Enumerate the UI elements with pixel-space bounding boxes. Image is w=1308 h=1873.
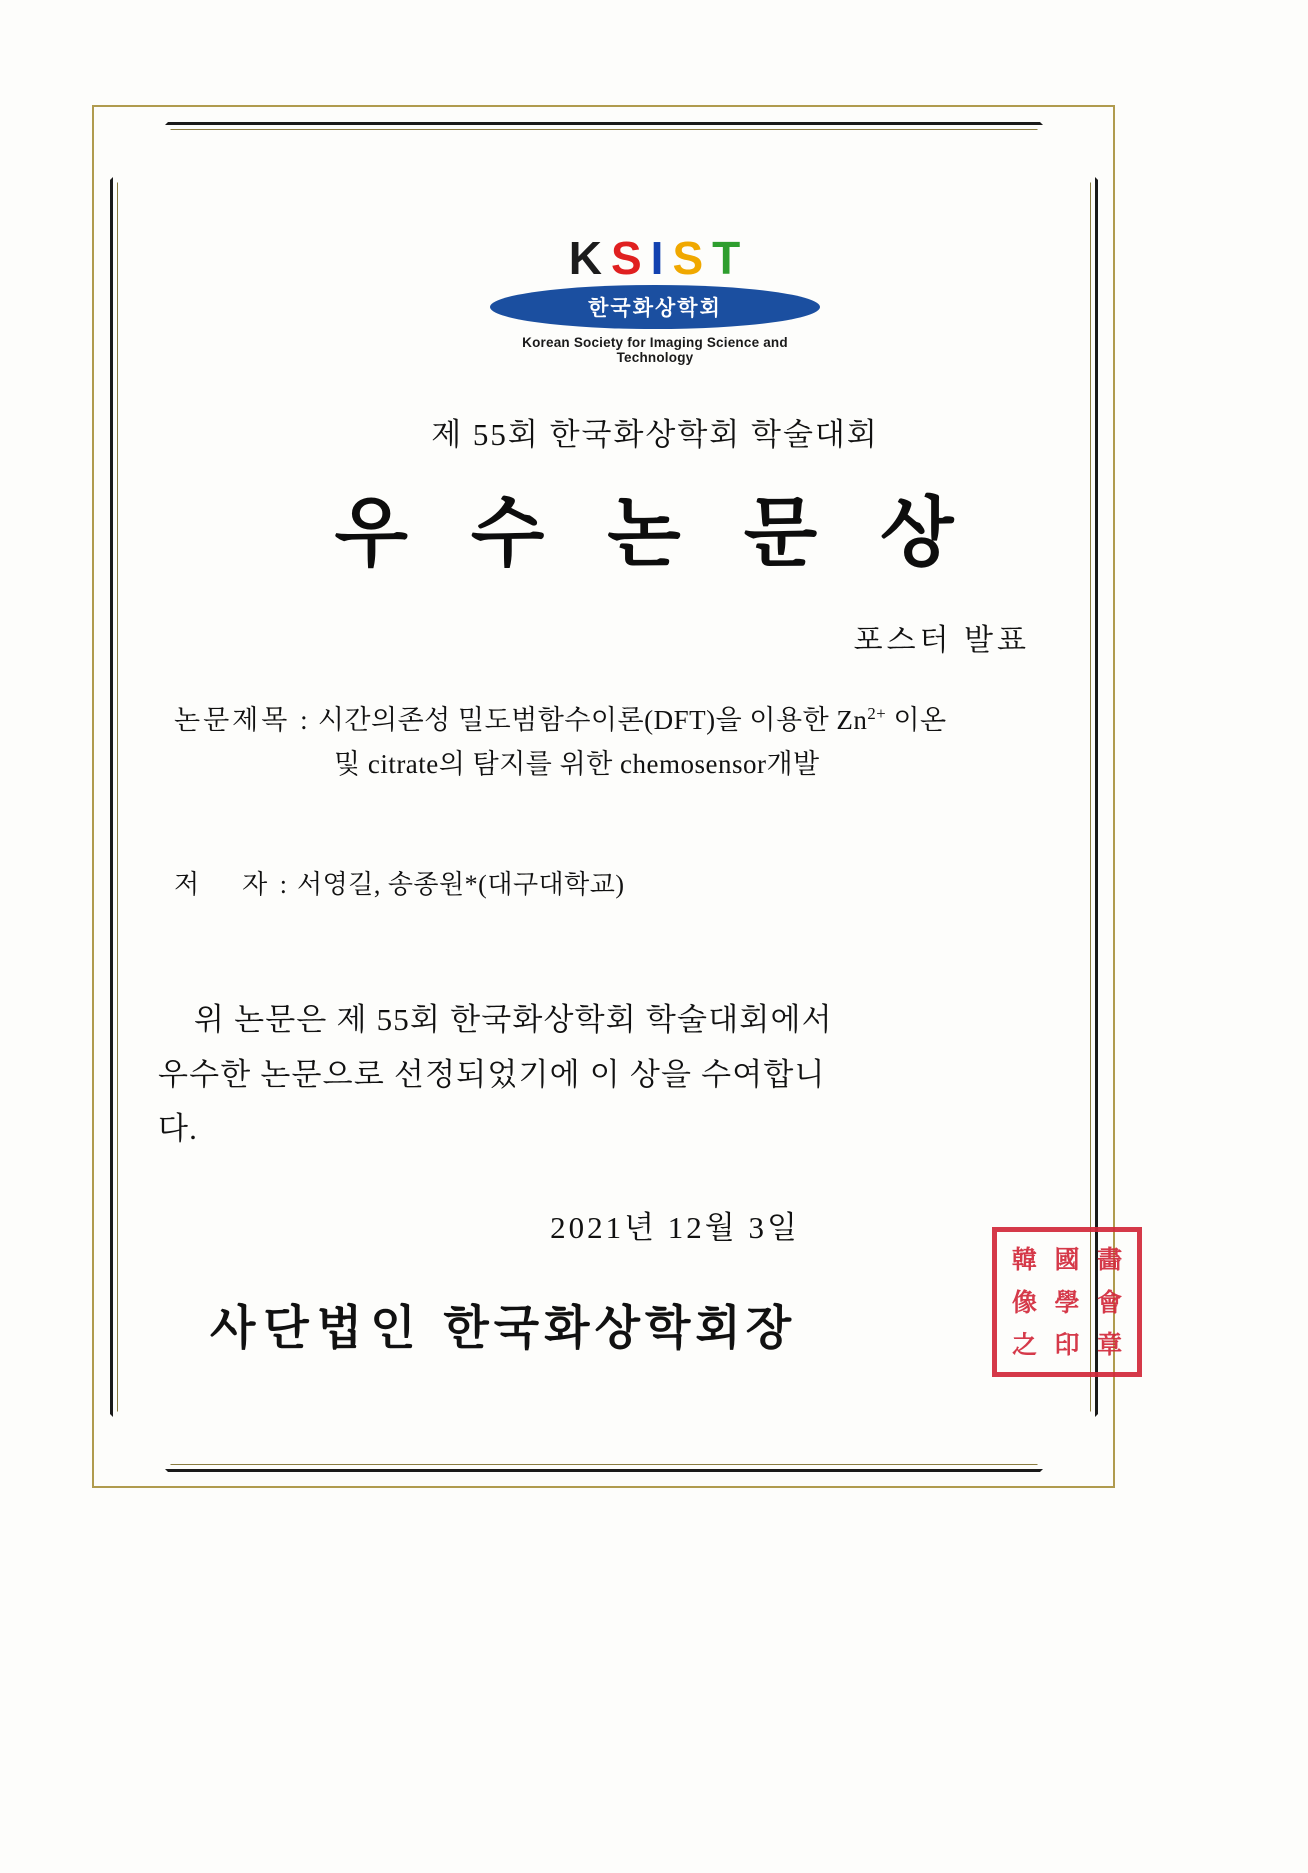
paper-title-label: 논문제목 : [174, 705, 311, 735]
logo-letter-t: T [712, 232, 750, 284]
seal-char-7: 之 [1011, 1330, 1037, 1360]
logo-society-name: 한국화상학회 [588, 297, 722, 320]
seal-char-1: 韓 [1011, 1245, 1037, 1275]
signature-organization: 한국화상학회장 [443, 1303, 797, 1356]
logo-letters [493, 232, 825, 284]
signature-prefix: 사단법인 [210, 1303, 424, 1356]
statement-line-2: 우수한 논문으로 선정되었기에 이 상을 수여합니 [158, 1056, 826, 1092]
paper-title-superscript: 2+ [867, 704, 887, 723]
paper-title-field [150, 699, 1160, 786]
award-category: 포스터 발표 [853, 624, 1030, 657]
paper-title-line1-pre: 시간의존성 밀도범함수이론(DFT)을 이용한 Zn [317, 705, 868, 735]
seal-char-6: 會 [1097, 1287, 1123, 1317]
logo-letter-s2: S [672, 232, 713, 284]
logo-letter-s1: S [610, 232, 651, 284]
paper-title-line2: 및 citrate의 탐지를 위한 chemosensor개발 [334, 748, 820, 779]
logo-ellipse-shape [490, 285, 820, 329]
seal-char-2: 國 [1054, 1245, 1080, 1275]
ksist-logo [485, 232, 825, 365]
award-title: 우 수 논 문 상 [334, 492, 976, 576]
award-statement [150, 993, 1160, 1156]
seal-char-5: 學 [1054, 1287, 1080, 1317]
signature-line [210, 1291, 796, 1358]
authors-value: 서영길, 송종원*(대구대학교) [296, 870, 625, 900]
signature-row [150, 1245, 1160, 1427]
authors-label-2: 자 : [242, 870, 290, 900]
seal-char-4: 像 [1011, 1287, 1037, 1317]
conference-line: 제 55회 한국화상학회 학술대회 [431, 417, 879, 452]
official-seal [992, 1227, 1142, 1377]
seal-char-8: 印 [1054, 1330, 1080, 1360]
logo-letter-k: K [568, 232, 611, 284]
statement-line-3: 다. [158, 1110, 199, 1146]
authors-field [150, 864, 1160, 901]
seal-char-9: 章 [1097, 1330, 1123, 1360]
authors-label: 저 [174, 870, 203, 900]
seal-characters [1003, 1238, 1131, 1366]
statement-line-1: 위 논문은 제 55회 한국화상학회 학술대회에서 [194, 1002, 833, 1038]
award-date: 2021년 12월 3일 [550, 1210, 800, 1246]
seal-char-3: 畵 [1097, 1245, 1123, 1275]
logo-english-subtitle: Korean Society for Imaging Science and Technology [522, 335, 788, 365]
certificate-content [150, 180, 1160, 1427]
paper-title-line1-post: 이온 [886, 705, 947, 735]
logo-letter-i: I [650, 232, 673, 284]
